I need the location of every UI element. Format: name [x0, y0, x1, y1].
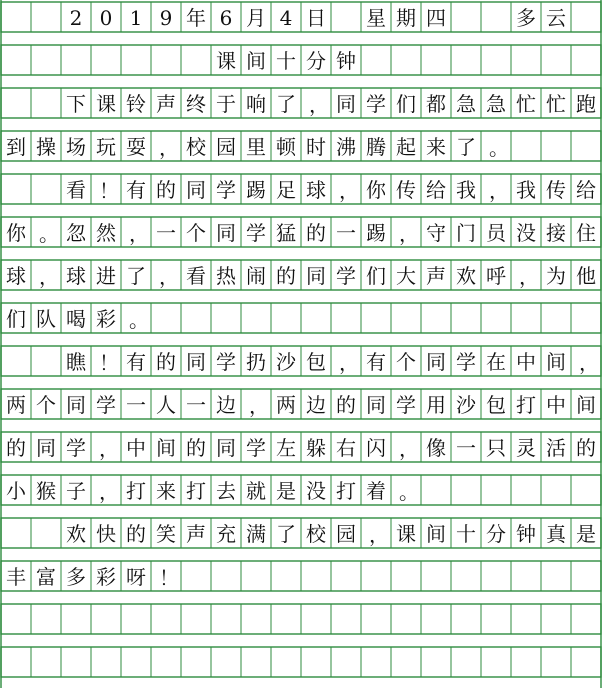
grid-char: 热: [216, 264, 236, 288]
grid-char: 学: [366, 92, 386, 116]
grid-char: 四: [426, 6, 446, 30]
grid-char: 打: [516, 393, 536, 417]
grid-char: 然: [96, 221, 116, 245]
grid-char: 的: [6, 436, 26, 460]
grid-char: ，: [159, 265, 179, 289]
grid-char: 去: [216, 479, 236, 503]
grid-char: 0: [99, 6, 113, 30]
grid-char: ，: [339, 179, 359, 203]
grid-char: 的: [306, 221, 326, 245]
grid-char: 中: [546, 393, 566, 417]
grid-char: 下: [66, 92, 86, 116]
grid-char: 铃: [126, 92, 146, 116]
grid-char: 小: [6, 479, 26, 503]
grid-char: 没: [306, 479, 326, 503]
grid-char: ！: [159, 566, 179, 590]
grid-char: 声: [156, 92, 176, 116]
grid-char: 富: [36, 565, 56, 589]
grid-char: 守: [426, 221, 446, 245]
grid-char: 1: [129, 6, 143, 30]
grid-char: ！: [99, 351, 119, 375]
grid-char: 猴: [36, 479, 56, 503]
grid-char: 个: [186, 221, 206, 245]
grid-char: 同: [426, 350, 446, 374]
grid-char: 传: [546, 178, 566, 202]
grid-char: 大: [396, 264, 416, 288]
grid-char: 左: [276, 436, 296, 460]
grid-char: 日: [306, 6, 326, 30]
grid-char: 十: [456, 522, 476, 546]
grid-char: 间: [156, 436, 176, 460]
grid-char: 就: [246, 479, 266, 503]
grid-char: 活: [546, 436, 566, 460]
grid-char: 真: [546, 522, 566, 546]
grid-char: 了: [126, 264, 146, 288]
grid-char: 踢: [246, 178, 266, 202]
grid-char: 到: [6, 135, 26, 159]
grid-char: 。: [129, 308, 149, 332]
grid-char: ，: [399, 437, 419, 461]
grid-char: ，: [129, 222, 149, 246]
grid-char: 了: [276, 522, 296, 546]
grid-char: 同: [306, 264, 326, 288]
grid-char: 学: [336, 264, 356, 288]
grid-char: 一: [126, 393, 146, 417]
grid-char: ，: [309, 93, 329, 117]
grid-char: 闪: [366, 436, 386, 460]
grid-char: 的: [126, 522, 146, 546]
grid-char: 同: [36, 436, 56, 460]
grid-char: 满: [246, 522, 266, 546]
grid-row: [1, 518, 601, 548]
grid-row: [1, 432, 601, 462]
grid-char: 闹: [246, 264, 266, 288]
grid-char: 的: [156, 178, 176, 202]
grid-char: 有: [366, 350, 386, 374]
grid-char: 的: [576, 436, 596, 460]
grid-row: [1, 260, 601, 290]
grid-char: 球: [66, 264, 86, 288]
grid-char: 分: [306, 49, 326, 73]
grid-char: 钟: [336, 49, 356, 73]
grid-row: [1, 561, 601, 591]
grid-char: ，: [369, 523, 389, 547]
grid-char: 一: [336, 221, 356, 245]
grid-char: ，: [39, 265, 59, 289]
grid-char: 忙: [516, 92, 536, 116]
grid-char: 子: [66, 479, 86, 503]
grid-row: [1, 389, 601, 419]
grid-char: 间: [546, 350, 566, 374]
grid-char: 星: [366, 6, 386, 30]
grid-char: 传: [396, 178, 416, 202]
grid-char: 园: [216, 135, 236, 159]
grid-char: 猛: [276, 221, 296, 245]
grid-char: 一: [456, 436, 476, 460]
grid-char: 呀: [126, 565, 146, 589]
grid-char: 喝: [66, 307, 86, 331]
grid-char: 中: [126, 436, 146, 460]
grid-char: 沙: [456, 393, 476, 417]
grid-char: 住: [576, 221, 596, 245]
grid-char: 丰: [6, 565, 26, 589]
grid-char: 多: [516, 6, 536, 30]
grid-char: 同: [216, 436, 236, 460]
grid-char: 学: [246, 436, 266, 460]
grid-char: ，: [339, 351, 359, 375]
grid-char: 的: [276, 264, 296, 288]
grid-char: 腾: [366, 135, 386, 159]
grid-char: 边: [306, 393, 326, 417]
grid-char: 一: [156, 221, 176, 245]
grid-row: [1, 475, 601, 505]
grid-char: ，: [249, 394, 269, 418]
grid-row: [1, 647, 601, 677]
grid-char: 沸: [336, 135, 356, 159]
grid-char: 场: [66, 135, 86, 159]
grid-char: 来: [156, 479, 176, 503]
grid-char: 校: [186, 135, 206, 159]
grid-char: 你: [6, 221, 26, 245]
grid-char: 终: [186, 92, 206, 116]
grid-char: 踢: [366, 221, 386, 245]
grid-char: 足: [276, 178, 296, 202]
grid-char: 笑: [156, 522, 176, 546]
grid-char: 课: [396, 522, 416, 546]
grid-char: 学: [216, 178, 236, 202]
grid-char: 同: [186, 350, 206, 374]
grid-char: 操: [36, 135, 56, 159]
grid-char: 看: [66, 178, 86, 202]
grid-row: [1, 131, 601, 161]
grid-char: 们: [396, 92, 416, 116]
grid-char: 。: [399, 480, 419, 504]
grid-char: 钟: [516, 522, 536, 546]
grid-row: [1, 346, 601, 376]
grid-row: [1, 2, 601, 32]
grid-char: 给: [576, 178, 596, 202]
grid-char: 校: [306, 522, 326, 546]
grid-char: 时: [306, 135, 326, 159]
grid-char: 边: [216, 393, 236, 417]
grid-char: ，: [399, 222, 419, 246]
grid-char: 是: [276, 479, 296, 503]
grid-char: 充: [216, 522, 236, 546]
grid-char: 个: [36, 393, 56, 417]
grid-char: 顿: [276, 135, 296, 159]
grid-char: 着: [366, 479, 386, 503]
grid-char: 在: [486, 350, 506, 374]
grid-char: 6: [219, 6, 233, 30]
grid-char: 急: [456, 92, 476, 116]
grid-char: 的: [156, 350, 176, 374]
grid-char: 打: [126, 479, 146, 503]
grid-char: 学: [216, 350, 236, 374]
grid-char: 4: [279, 6, 293, 30]
grid-char: 园: [336, 522, 356, 546]
grid-char: 来: [426, 135, 446, 159]
grid-char: 。: [39, 222, 59, 246]
grid-char: 2: [69, 6, 83, 30]
grid-char: 的: [186, 436, 206, 460]
grid-char: 球: [306, 178, 326, 202]
grid-char: ！: [99, 179, 119, 203]
grid-char: 瞧: [66, 350, 86, 374]
grid-char: 为: [546, 264, 566, 288]
grid-char: 学: [66, 436, 86, 460]
grid-char: 彩: [96, 307, 116, 331]
grid-char: 用: [426, 393, 446, 417]
grid-char: ，: [579, 351, 599, 375]
grid-char: ，: [159, 136, 179, 160]
grid-char: 都: [426, 92, 446, 116]
grid-char: 学: [456, 350, 476, 374]
grid-char: 声: [186, 522, 206, 546]
grid-char: 员: [486, 221, 506, 245]
grid-char: 欢: [66, 522, 86, 546]
grid-char: 他: [576, 264, 596, 288]
grid-char: 打: [336, 479, 356, 503]
grid-char: 同: [216, 221, 236, 245]
grid-char: 欢: [456, 264, 476, 288]
grid-char: 响: [246, 92, 266, 116]
grid-row: [1, 88, 601, 118]
grid-char: 扔: [246, 350, 266, 374]
grid-char: 课: [216, 49, 236, 73]
grid-char: 的: [336, 393, 356, 417]
grid-char: 你: [366, 178, 386, 202]
grid-char: 快: [96, 522, 116, 546]
grid-char: 包: [486, 393, 506, 417]
grid-char: 同: [66, 393, 86, 417]
grid-char: 彩: [96, 565, 116, 589]
grid-char: 期: [396, 6, 416, 30]
grid-char: 月: [246, 6, 266, 30]
grid-char: 有: [126, 178, 146, 202]
grid-char: 十: [276, 49, 296, 73]
grid-char: 接: [546, 221, 566, 245]
grid-char: 。: [489, 136, 509, 160]
grid-char: 有: [126, 350, 146, 374]
grid-char: 我: [456, 178, 476, 202]
grid-char: 们: [366, 264, 386, 288]
grid-char: 打: [186, 479, 206, 503]
grid-char: 躲: [306, 436, 326, 460]
grid-char: 间: [576, 393, 596, 417]
grid-char: 云: [546, 6, 566, 30]
grid-char: 学: [396, 393, 416, 417]
grid-char: ，: [489, 179, 509, 203]
grid-char: 玩: [96, 135, 116, 159]
grid-char: 们: [6, 307, 26, 331]
grid-char: 课: [96, 92, 116, 116]
grid-char: 队: [36, 307, 56, 331]
grid-char: 进: [96, 264, 116, 288]
grid-char: 间: [426, 522, 446, 546]
grid-row: [1, 217, 601, 247]
grid-char: 急: [486, 92, 506, 116]
grid-char: ，: [519, 265, 539, 289]
grid-char: 个: [396, 350, 416, 374]
grid-char: 9: [159, 6, 173, 30]
grid-char: 呼: [486, 264, 506, 288]
grid-char: 两: [276, 393, 296, 417]
grid-char: 学: [246, 221, 266, 245]
grid-char: 同: [186, 178, 206, 202]
grid-char: 中: [516, 350, 536, 374]
grid-char: 间: [246, 49, 266, 73]
grid-char: 年: [186, 6, 206, 30]
grid-char: 起: [396, 135, 416, 159]
grid-char: 像: [426, 436, 446, 460]
grid-char: 同: [336, 92, 356, 116]
grid-char: 没: [516, 221, 536, 245]
grid-char: 忙: [546, 92, 566, 116]
grid-char: 球: [6, 264, 26, 288]
grid-char: 包: [306, 350, 326, 374]
grid-char: 看: [186, 264, 206, 288]
grid-char: 声: [426, 264, 446, 288]
grid-char: 里: [246, 135, 266, 159]
grid-char: 只: [486, 436, 506, 460]
grid-char: 我: [516, 178, 536, 202]
grid-char: 跑: [576, 92, 596, 116]
grid-char: ，: [99, 480, 119, 504]
grid-row: [1, 303, 601, 333]
grid-char: 了: [276, 92, 296, 116]
grid-char: 耍: [126, 135, 146, 159]
grid-char: 灵: [516, 436, 536, 460]
grid-char: 同: [366, 393, 386, 417]
grid-char: 多: [66, 565, 86, 589]
grid-char: 人: [156, 393, 176, 417]
grid-char: 一: [186, 393, 206, 417]
grid-char: ，: [99, 437, 119, 461]
grid-char: 两: [6, 393, 26, 417]
grid-row: [1, 174, 601, 204]
grid-row: [1, 604, 601, 634]
grid-row: [1, 45, 601, 75]
grid-char: 忽: [66, 221, 86, 245]
grid-char: 给: [426, 178, 446, 202]
grid-char: 分: [486, 522, 506, 546]
grid-char: 门: [456, 221, 476, 245]
grid-char: 了: [456, 135, 476, 159]
grid-char: 右: [336, 436, 356, 460]
grid-char: 是: [576, 522, 596, 546]
grid-char: 沙: [276, 350, 296, 374]
grid-char: 于: [216, 92, 236, 116]
grid-char: 学: [96, 393, 116, 417]
